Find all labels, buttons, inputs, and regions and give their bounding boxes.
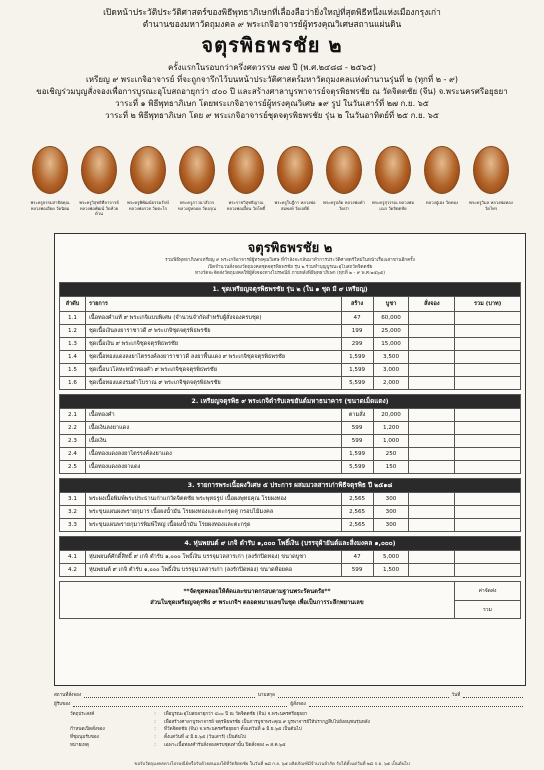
- monk-card: [322, 146, 366, 211]
- section-heading-text: 3. รายการพระเนื้อผงวิเศษ ๕ ประการ ผสมมวลสารเก่าพิธีจตุรพิธ ปี ๒๕๑๘: [60, 478, 521, 492]
- info-block: [54, 711, 526, 749]
- sub-line-2: เหรียญ ๙ พระเกจิอาจารย์ ที่จะถูกจารึกไว้บนหน้าประวัติศาสตร์มหาวัตถุมงคลแห่งตำนานรุ่นที่ ๒ (ทุกที่ ๒ - ๙): [86, 75, 458, 84]
- info-text: ที่วัดจิตตชัย (จีน) จ.พระนครศรีอยุธยา ตั้งแต่วันที่ ๑ มิ.ย.๖๕ เป็นต้นไป: [164, 727, 302, 733]
- row-no: 1.4: [60, 350, 86, 363]
- info-label: กำหนดเปิดสั่งจอง: [70, 727, 105, 733]
- row-total-field[interactable]: [455, 350, 521, 363]
- table-row: [60, 363, 521, 376]
- row-qty: 1,599: [341, 350, 373, 363]
- row-qty: 5,599: [341, 460, 373, 473]
- row-item: เนื้อเงินลงยาแดง: [85, 421, 341, 434]
- row-price: 1,000: [373, 434, 409, 447]
- row-price: 20,000: [373, 408, 409, 421]
- sub-line-4: วาระที่ ๑ พิธีพุทธาภิเษก โดยพระเกจิอาจารย์ผู้ทรงคุณวิเศษ ๑๙ รูป ในวันเสาร์ที่ ๒๗ ก.ย. ๖๕: [115, 99, 429, 108]
- order-qty-field[interactable]: [409, 376, 455, 389]
- page-title: จตุรพิธพรชัย ๒: [201, 33, 343, 57]
- row-price: 1,200: [373, 421, 409, 434]
- order-qty-field[interactable]: [409, 563, 455, 576]
- row-price: 3,000: [373, 363, 409, 376]
- order-qty-field[interactable]: [409, 408, 455, 421]
- row-total-field[interactable]: [455, 408, 521, 421]
- row-total-field[interactable]: [455, 492, 521, 505]
- table-row: [60, 505, 521, 518]
- note-totals: [454, 582, 520, 618]
- section-heading: [60, 282, 521, 296]
- col-header-price: บูชา: [373, 296, 409, 311]
- row-total-field[interactable]: [455, 363, 521, 376]
- row-total-field[interactable]: [455, 460, 521, 473]
- orderer-label: ผู้สั่งจอง: [290, 702, 306, 707]
- row-qty: 47: [341, 550, 373, 563]
- table-row: [60, 337, 521, 350]
- info-text: เพื่อบูรณะอุโบสถอายุกว่า ๔๐๐ ปี ณ วัดจิตตชัย (จีน) จ.พระนครศรีอยุธยา: [164, 712, 308, 718]
- order-qty-field[interactable]: [409, 460, 455, 473]
- row-total-field[interactable]: [455, 376, 521, 389]
- monk-portrait: [375, 146, 411, 194]
- row-item: หุ่นพยนต์ศักดิ์สิทธิ์ ๙ เกจิ ตำรับ ๑,๐๐๐ โพธิ์เงิน บรรจุมวลสารเก่า (ลงรักปิดทอง) ขนาดบูชา: [85, 550, 341, 563]
- row-item: ชุดเนื้อนวโลหะหน้าทองคำ ๙ พระเกจิชุดจตุรพิธพรชัย: [85, 363, 341, 376]
- monk-name: พระครูพิพัฒน์ธรรมรักษ์ หลวงพ่อรวย วัดตะโก: [127, 200, 169, 211]
- table-header-row: [60, 296, 521, 311]
- row-total-field[interactable]: [455, 447, 521, 460]
- info-text: เพื่อสร้างศาลาบูรพาจารย์ จตุรพิธพรชัย เป็นการบูชาพระคุณ ๙ บูรพาจารย์ให้ปรากฏสืบไปยังอนุชนรุ่นหลัง: [164, 719, 370, 725]
- row-total-field[interactable]: [455, 311, 521, 324]
- sheet-title: จตุรพิธพรชัย ๒: [247, 241, 333, 256]
- monk-name: พระครูสุวรรณ หลวงพ่อเณร วัดจิตตชัย: [372, 200, 414, 211]
- row-qty: ตามสั่ง: [341, 408, 373, 421]
- row-qty: 599: [341, 421, 373, 434]
- row-no: 1.1: [60, 311, 86, 324]
- receiver-label: ผู้รับของ: [54, 702, 71, 707]
- note-box: [59, 581, 521, 619]
- sheet-desc-2: เปิดจำนวนสั่งจองวัตถุมงคลชุดจตุรพิธพรชัย รุ่น ๒ ร่วมทำบุญบูรณะอุโบสถวัดจิตตชัย: [207, 264, 373, 270]
- row-item: ชุดเนื้อทองแดงรมดำโบราณ ๙ พระเกจิชุดจตุรพิธพรชัย: [85, 376, 341, 389]
- row-total-field[interactable]: [455, 550, 521, 563]
- monk-card: [469, 146, 513, 211]
- sheet-desc-1: รวมพิธีพุทธาภิเษกเหรียญ ๙ พระเกจิอาจารย์ผู้ทรงคุณวิเศษ ที่กำลังจะกลับมาทำการประวัติศาสตร์ใหม่ในหน้าเรื่องเล่าขานอีกครั้ง: [165, 258, 415, 263]
- sub-line-1: ครั้งแรกในรอบกว่าครึ่งศตวรรษ ๗๗ ปี (พ.ศ.๒๔๘๘ - ๒๕๖๕): [168, 63, 376, 72]
- info-row: [54, 741, 526, 749]
- row-item: พระผงเนื้อพิมพ์พระประธานเก่าแก่วัดจิตตชัย พระพุทธรูป เนื้อผงพุทธคุณ โรยผงทอง: [85, 492, 341, 505]
- info-text: ตั้งแต่วันที่ ๕ มิ.ย.๖๕ (วันเสาร์) เป็นต้นไป: [164, 735, 246, 741]
- row-total-field[interactable]: [455, 421, 521, 434]
- info-row: [54, 719, 526, 727]
- order-qty-field[interactable]: [409, 324, 455, 337]
- order-qty-field[interactable]: [409, 550, 455, 563]
- table-row: [60, 460, 521, 473]
- row-qty: 2,565: [341, 505, 373, 518]
- orderer-field[interactable]: [309, 706, 523, 707]
- monk-card: [126, 146, 170, 211]
- monk-name: หลวงปู่เฮง วัดทอง: [425, 200, 459, 205]
- row-qty: 1,599: [341, 447, 373, 460]
- monk-card: [371, 146, 415, 211]
- table-row: [60, 550, 521, 563]
- order-qty-field[interactable]: [409, 505, 455, 518]
- row-qty: 1,599: [341, 363, 373, 376]
- row-item: ชุดเนื้อเงิน ๙ พระเกจิชุดจตุรพิธพรชัย: [85, 337, 341, 350]
- table-row: [60, 434, 521, 447]
- row-no: 1.5: [60, 363, 86, 376]
- shipping-cell[interactable]: ค่าจัดส่ง: [455, 582, 520, 601]
- row-total-field[interactable]: [455, 505, 521, 518]
- order-qty-field[interactable]: [409, 311, 455, 324]
- monk-card: [420, 146, 464, 206]
- info-colon: :: [154, 712, 156, 718]
- monk-portrait: [32, 146, 68, 194]
- table-row: [60, 563, 521, 576]
- row-no: 2.2: [60, 421, 86, 434]
- info-colon: :: [154, 735, 156, 741]
- monk-portrait: [277, 146, 313, 194]
- row-item: เนื้อทองแดงลงยาแดง: [85, 460, 341, 473]
- sheet-desc-3: ทางวัดจะจัดส่งวัตถุมงคลให้ผู้สั่งจองทางไปรษณีย์ ภายหลังพิธีพุทธาภิเษก (ทุกที่ ๒ - ๙ พ.ศ.๒๕๖๕): [194, 271, 386, 277]
- info-colon: :: [154, 742, 156, 748]
- info-row: [54, 726, 526, 734]
- info-row: [54, 734, 526, 742]
- col-header-no: ลำดับ: [60, 296, 86, 311]
- monk-name: พระครูปลัด หลวงพ่อคำ วัดป่า: [323, 200, 365, 211]
- monk-name: พระครูวิมล หลวงพ่อทอง วัดไทร: [469, 200, 513, 211]
- monk-name: พระครูภาวนาสังวร หลวงปู่หลอด วัดอรุณ: [178, 200, 216, 211]
- info-colon: :: [154, 719, 156, 725]
- table-row: [60, 518, 521, 531]
- info-colon: :: [154, 727, 156, 733]
- info-row: [54, 711, 526, 719]
- row-no: 3.2: [60, 505, 86, 518]
- surname-label: นามสกุล: [257, 693, 275, 698]
- row-no: 3.3: [60, 518, 86, 531]
- form-row: [54, 690, 526, 699]
- order-qty-field[interactable]: [409, 492, 455, 505]
- row-total-field[interactable]: [455, 324, 521, 337]
- order-qty-field[interactable]: [409, 421, 455, 434]
- row-price: 2,000: [373, 376, 409, 389]
- monk-portrait: [326, 146, 362, 194]
- row-price: 150: [373, 460, 409, 473]
- row-qty: 199: [341, 324, 373, 337]
- order-qty-field[interactable]: [409, 350, 455, 363]
- row-price: 60,000: [373, 311, 409, 324]
- monk-portrait: [130, 146, 166, 194]
- table-row: [60, 492, 521, 505]
- monk-name: พระราชวิสุทธิญาณ หลวงพ่อเมี้ยน วัดโพธิ์: [226, 200, 266, 211]
- row-no: 1.2: [60, 324, 86, 337]
- row-item: พระขุนแผนผงพรายกุมาร เนื้อผงน้ำมัน โรยผงทองและตะกรุดคู่ กรอบไม้มงคล: [85, 505, 341, 518]
- monk-name: พระครูวิสุทธิศีลาจารย์ หลวงพ่อพัฒน์ วัดห้วยด้วน: [79, 200, 119, 216]
- row-qty: 599: [341, 434, 373, 447]
- row-total-field[interactable]: [455, 518, 521, 531]
- row-price: 300: [373, 505, 409, 518]
- col-header-item: รายการ: [85, 296, 341, 311]
- row-item: ชุดเนื้อเงินลงยาราชาวดี ๙ พระเกจิชุดจตุรพิธพรชัย: [85, 324, 341, 337]
- row-no: 2.1: [60, 408, 86, 421]
- info-label: ที่ชุมนุมรับของ: [70, 735, 99, 741]
- row-no: 3.1: [60, 492, 86, 505]
- order-sheet: [54, 233, 526, 686]
- row-no: 2.3: [60, 434, 86, 447]
- date-label: วันที่: [451, 693, 461, 698]
- form-row: [54, 699, 526, 708]
- monk-name: พระครูใบฎีกา หลวงพ่อสมพงษ์ วัดเจดีย์: [274, 200, 316, 211]
- order-qty-field[interactable]: [409, 518, 455, 531]
- monk-card: [224, 146, 268, 211]
- row-item: หุ่นพยนต์ ๙ เกจิ ตำรับ ๑,๐๐๐ โพธิ์เงิน บรรจุมวลสารเก่า (ลงรักปิดทอง) ขนาดห้อยคอ: [85, 563, 341, 576]
- order-place-field[interactable]: [84, 697, 255, 698]
- row-qty: 299: [341, 337, 373, 350]
- row-price: 1,500: [373, 563, 409, 576]
- info-label: หมายเหตุ: [70, 742, 89, 748]
- intro-line-1: เปิดหน้าประวัติประวัติศาสตร์ของพิธีพุทธาภิเษกที่เลื่องลือว่ายิ่งใหญ่ที่สุดพิธีหนึ่งแห่งเมืองกรุงเก่า: [103, 7, 441, 17]
- grand-total-cell[interactable]: รวม: [483, 606, 492, 613]
- monk-portraits: [28, 146, 516, 228]
- row-item: เนื้อทองคำ: [85, 408, 341, 421]
- row-qty: 2,565: [341, 492, 373, 505]
- info-text: เฉพาะเนื้อทองคำรับสั่งจองครบชุดเท่านั้น ปิดสั่งจอง ๓ ส.ค.๖๕: [164, 742, 286, 748]
- row-qty: 47: [341, 311, 373, 324]
- monk-portrait: [228, 146, 264, 194]
- table-row: [60, 376, 521, 389]
- footer-note: ขอรับวัตถุมงคลทางไปรษณีย์หรือรับด้วยตนเองได้ที่วัดจิตตชัย ในวันที่ ๒๘ ก.ย. ๖๕ ผลิตภัณฑ์มีจำนวนจำกัด รับได้ตั้งแต่วันที่ ๒๘ ก.ย. ๖๕ เป็นต้นไป: [134, 762, 410, 767]
- monk-name: พระครูธรรมสาธิตคุณ หลวงพ่อเอียด วัดนิยม: [30, 200, 70, 211]
- sub-line-3: ขอเชิญร่วมบุญสั่งจองเพื่อการบูรณะอุโบสถอายุกว่า ๔๐๐ ปี และสร้างศาลาบูรพาจารย์จตุรพิธพรชัย ณ วัดจิตตชัย (จีน) จ.พระนครศรีอยุธยา: [36, 87, 508, 96]
- order-qty-field[interactable]: [409, 447, 455, 460]
- row-price: 5,000: [373, 550, 409, 563]
- order-place-label: สถานที่สั่งจอง: [54, 693, 82, 698]
- row-qty: 5,599: [341, 376, 373, 389]
- note-line-2: ส่วนในชุดเหรียญจตุรพิธ ๙ พระเกจิฯ ตลอดหมายเลขในชุด เพื่อเป็นการระลึกพยานเลข: [150, 599, 364, 606]
- row-item: เนื้อทองคำแท้ ๙ พระเกจิแบบพิเศษ (จำนวนจำกัดสำหรับผู้สั่งจองครบชุด): [85, 311, 341, 324]
- row-price: 250: [373, 447, 409, 460]
- table-row: [60, 350, 521, 363]
- table-row: [60, 447, 521, 460]
- info-label: วัตถุประสงค์: [70, 712, 95, 718]
- row-no: 4.1: [60, 550, 86, 563]
- monk-portrait: [473, 146, 509, 194]
- monk-card: [273, 146, 317, 211]
- row-price: 3,500: [373, 350, 409, 363]
- monk-portrait: [424, 146, 460, 194]
- row-no: 2.4: [60, 447, 86, 460]
- row-price: 25,000: [373, 324, 409, 337]
- row-no: 4.2: [60, 563, 86, 576]
- section-heading-text: 4. หุ่นพยนต์ ๙ เกจิ ตำรับ ๑,๐๐๐ โพธิ์เงิน (บรรจุผ้ายันต์และสิ่งมงคล ๑,๐๐๐): [60, 536, 521, 550]
- monk-card: [77, 146, 121, 217]
- order-qty-field[interactable]: [409, 434, 455, 447]
- table-row: [60, 324, 521, 337]
- col-header-order: สั่งจอง: [409, 296, 455, 311]
- col-header-qty: สร้าง: [341, 296, 373, 311]
- note-text: [60, 582, 454, 618]
- row-item: เนื้อเงิน: [85, 434, 341, 447]
- order-form: [54, 690, 526, 749]
- section-heading: [60, 536, 521, 550]
- row-total-field[interactable]: [455, 563, 521, 576]
- receiver-field[interactable]: [73, 706, 287, 707]
- row-no: 2.5: [60, 460, 86, 473]
- order-table: [59, 282, 521, 577]
- surname-field[interactable]: [278, 697, 449, 698]
- header: [0, 6, 544, 122]
- section-heading-text: 1. ชุดเหรียญจตุรพิธพรชัย รุ่น ๒ (ใน ๑ ชุด มี ๙ เหรียญ): [60, 282, 521, 296]
- order-qty-field[interactable]: [409, 363, 455, 376]
- order-qty-field[interactable]: [409, 337, 455, 350]
- intro-line-2: ตำนานของมหาวัตถุมงคล ๙ พระเกจิอาจารย์ผู้ทรงคุณวิเศษสถานแผ่นดิน: [142, 19, 402, 29]
- row-item: เนื้อทองแดงลงยาไตรรงค์ลงยาแดง: [85, 447, 341, 460]
- monk-card: [28, 146, 72, 211]
- section-heading: [60, 478, 521, 492]
- table-row: [60, 408, 521, 421]
- monk-portrait: [81, 146, 117, 194]
- row-no: 1.6: [60, 376, 86, 389]
- row-no: 1.3: [60, 337, 86, 350]
- row-item: ชุดเนื้อทองแดงลงยาไตรรงค์ลงยาราชาวดี ลงยาพื้นแดง ๙ พระเกจิชุดจตุรพิธพรชัย: [85, 350, 341, 363]
- monk-card: [175, 146, 219, 211]
- row-price: 15,000: [373, 337, 409, 350]
- row-price: 300: [373, 492, 409, 505]
- row-qty: 2,565: [341, 518, 373, 531]
- col-header-total: รวม (บาท): [455, 296, 521, 311]
- table-row: [60, 311, 521, 324]
- row-total-field[interactable]: [455, 337, 521, 350]
- note-line-1: **จัดชุดพลอยให้ตัดและขนาดกรอบตามฐานพระรัตนตรัย**: [183, 588, 331, 595]
- row-price: 300: [373, 518, 409, 531]
- sub-line-5: วาระที่ ๒ พิธีพุทธาภิเษก โดย ๙ พระเกจิอาจารย์ชุดจตุรพิธพรชัย รุ่น ๒ ในวันอาทิตย์ที่ ๒๕ ก.ย. ๖๕: [105, 111, 439, 120]
- monk-portrait: [179, 146, 215, 194]
- section-heading: [60, 394, 521, 408]
- row-item: พระขุนแผนพรายกุมารพิมพ์ใหญ่ เนื้อผงน้ำมัน โรยผงทองและตะกรุด: [85, 518, 341, 531]
- row-total-field[interactable]: [455, 434, 521, 447]
- section-heading-text: 2. เหรียญจตุรพิธ ๙ พระเกจิตำรับเลขยันต์มหาธนาคาร (ขนาดเม็ดแตง): [60, 394, 521, 408]
- row-qty: 599: [341, 563, 373, 576]
- table-row: [60, 421, 521, 434]
- date-field[interactable]: [463, 697, 523, 698]
